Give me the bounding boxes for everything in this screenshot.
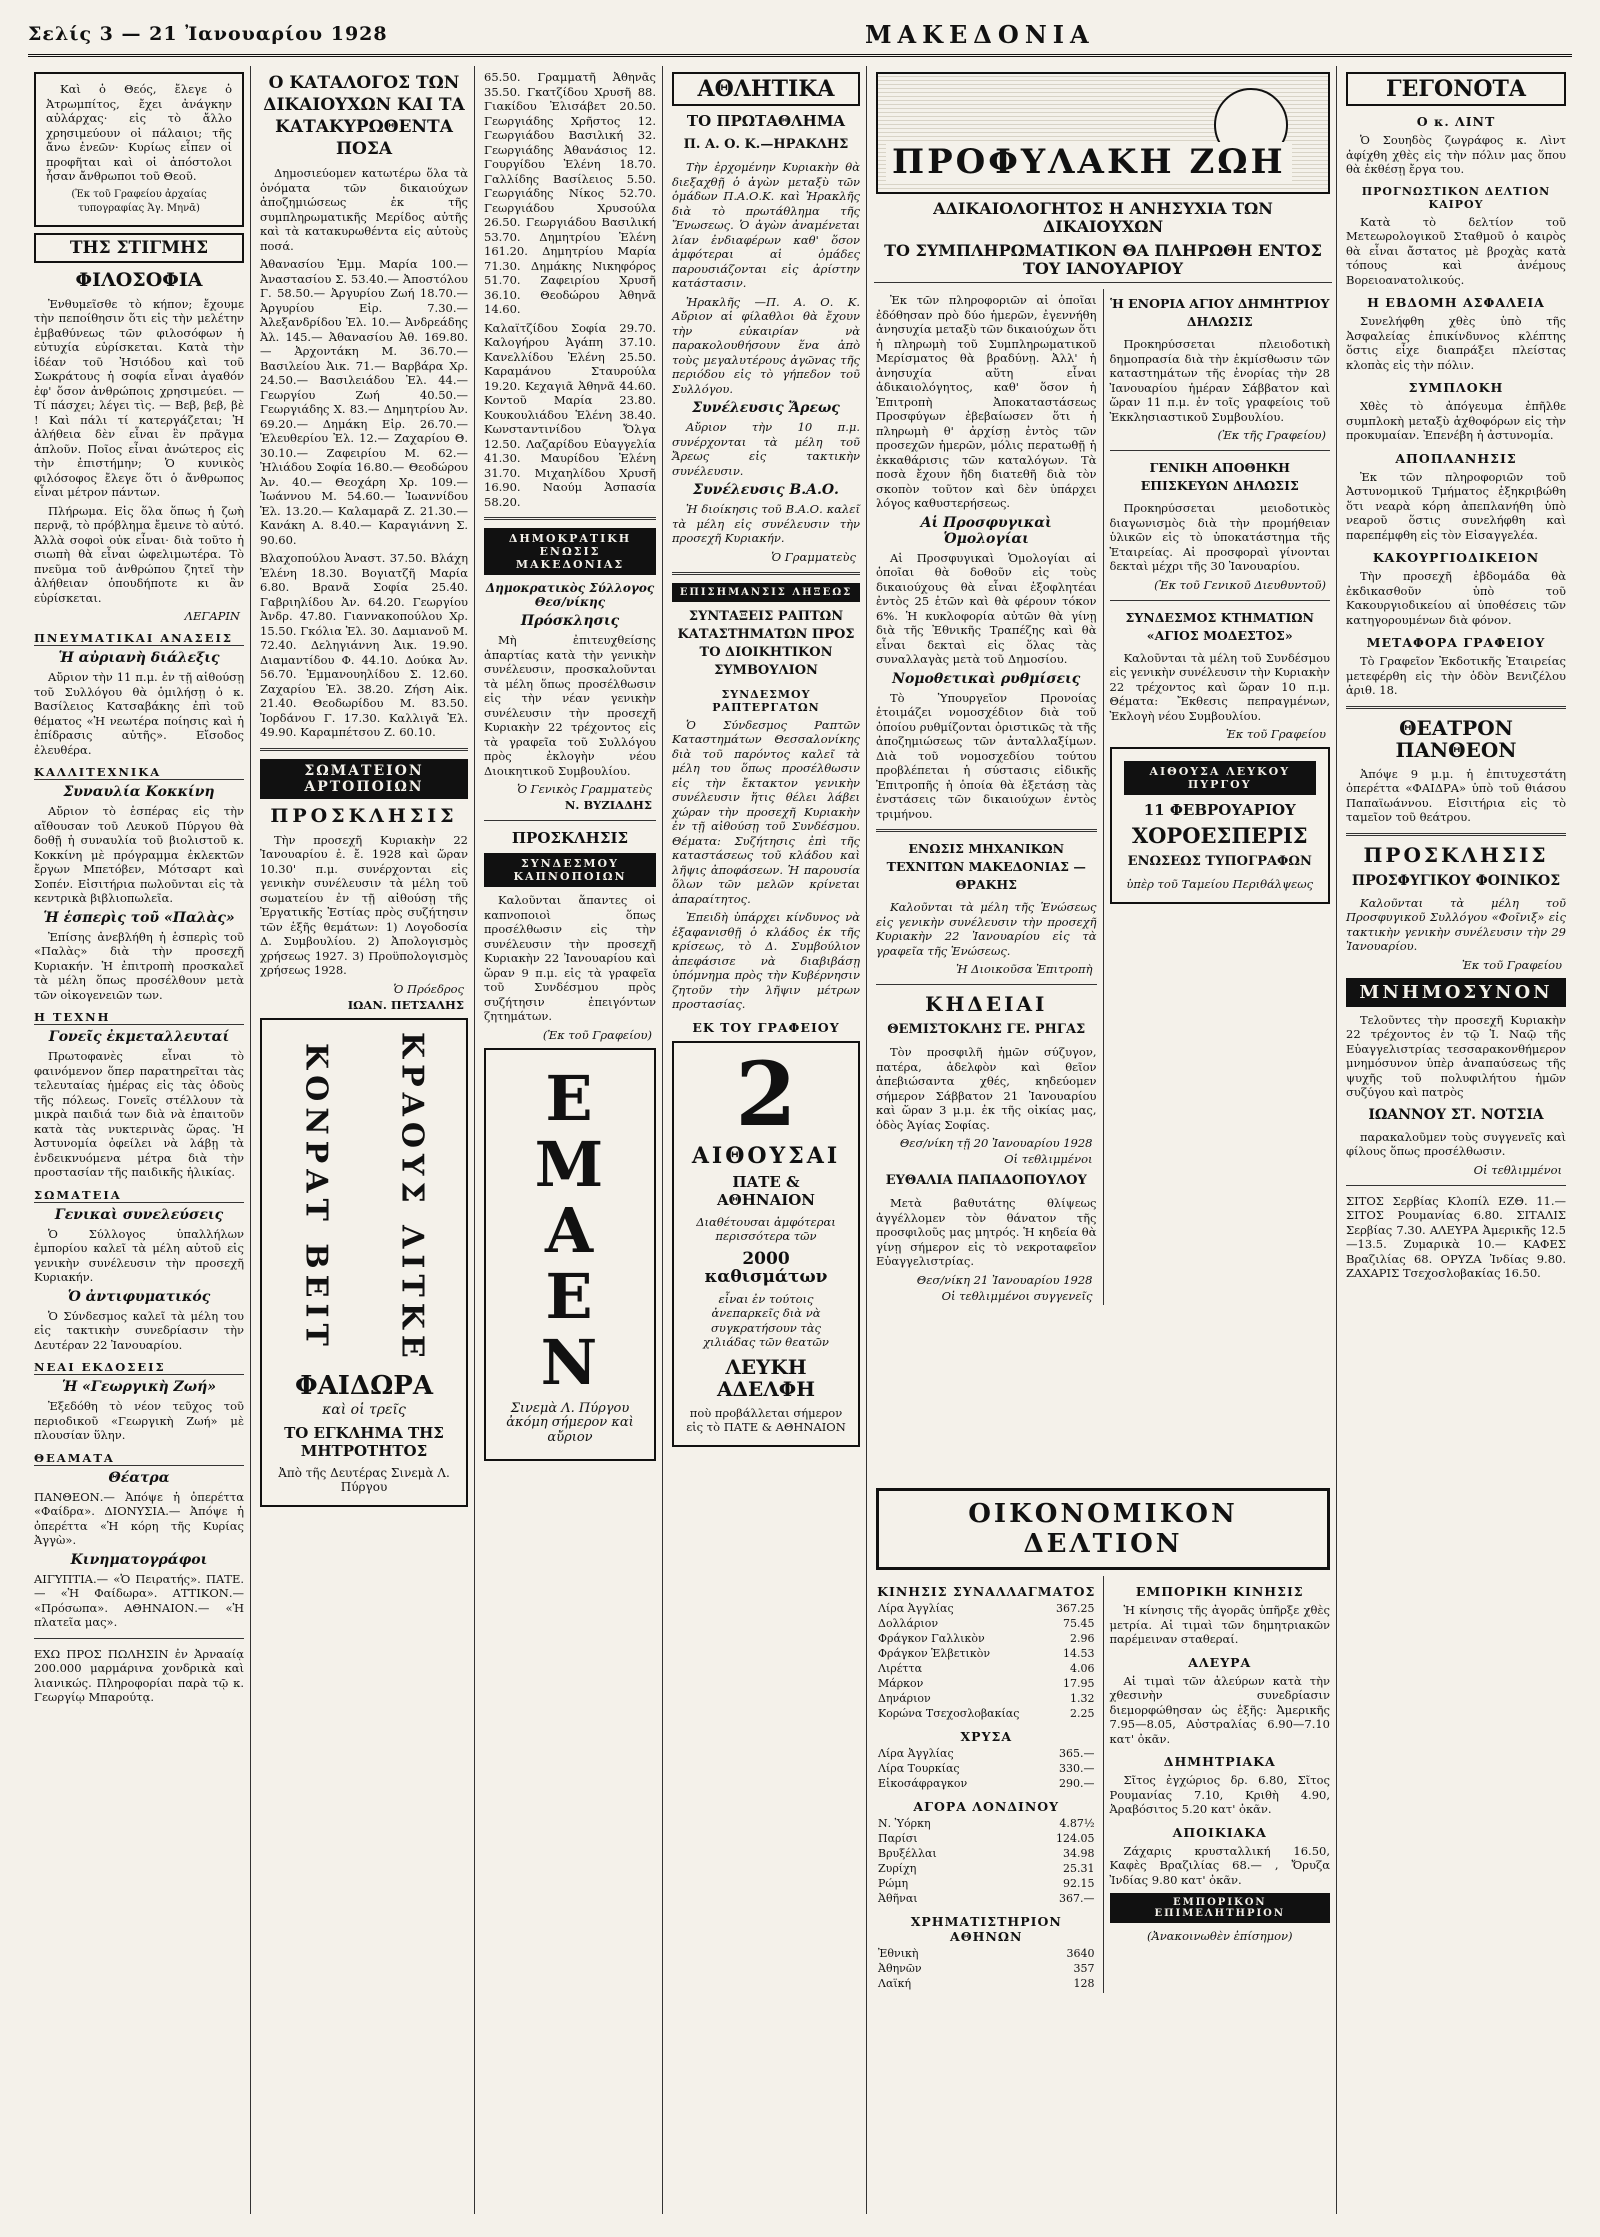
dimoprasia-title: Ἡ ΕΝΟΡΙΑ ΑΓΙΟΥ ΔΗΜΗΤΡΙΟΥ ΔΗΛΩΣΙΣ — [1110, 296, 1330, 329]
kinimatografoi-heading: Κινηματογράφοι — [70, 1551, 208, 1568]
xrysa-row — [876, 1746, 1097, 1761]
agora-heading: ΑΓΟΡΑ ΛΟΝΔΙΝΟΥ — [913, 1799, 1060, 1814]
xrimatistirion-row-label: Λαϊκή — [878, 1977, 912, 1990]
item-5-text: Ἐκ τῶν πληροφοριῶν τοῦ Ἀστυνομικοῦ Τμήματος ἐξηκριβώθη ὅτι νεαρὰ κόρη ἀπεπλανήθη ὑπὸ νεαροῦ ὅστις συνελήφθη καὶ παρεπέμφθη εἰς τὸν Εἰσαγγελέα. — [1346, 469, 1566, 542]
masthead — [28, 14, 1572, 57]
item-4-text: Χθὲς τὸ ἀπόγευμα ἐπῆλθε συμπλοκὴ μεταξὺ ἀχθοφόρων εἰς τὴν προκυμαίαν. Ἐπενέβη ἡ ἀστυνομία. — [1346, 399, 1566, 442]
kideia-date: Θεσ/νίκη τῇ 20 Ἰανουαρίου 1928 — [899, 1136, 1093, 1150]
synallagma-row — [876, 1616, 1097, 1631]
dialexis-title: Ἡ αὐριανὴ διάλεξις — [58, 650, 220, 666]
xrimatistirion-row — [876, 1961, 1097, 1976]
filosofia-heading: ΦΙΛΟΣΟΦΙΑ — [75, 268, 203, 291]
theatra-heading: Θέατρα — [108, 1469, 170, 1486]
aleyra-text: Αἱ τιμαὶ τῶν ἀλεύρων κατὰ τὴν χθεσινὴν συνεδρίασιν διεμορφώθησαν ὡς ἑξῆς: Ἀμερικῆς 7.95—8.05, Αὐστραλίας 6.90—7.10 κατ' ὀκᾶν. — [1109, 1673, 1330, 1746]
synaulia-title: Συναυλία Κοκκίνη — [63, 784, 215, 800]
xrysa-row-value: 365.— — [1059, 1747, 1095, 1760]
athlitika-heading: ΑΘΛΗΤΙΚΑ — [672, 72, 860, 106]
item-2-text: Κατὰ τὸ δελτίον τοῦ Μετεωρολογικοῦ Σταθμοῦ ὁ καιρὸς θὰ εἶναι ἄστατος μὲ βροχὰς κατὰ τόπους καὶ ἀνέμους Βορειοανατολικούς. — [1346, 214, 1566, 287]
dikaiouxoi-intro: Δημοσιεύομεν κατωτέρω ὅλα τὰ ὀνόματα τῶν δικαιούχων ἀποζημιώσεως ἐκ τῆς συμπληρωματικῆς Μερίδος αὐτῆς καὶ τὰ κατακυρωθέντα εἰς αὐτοὺς ποσά. — [260, 166, 468, 253]
divider — [484, 820, 656, 821]
column-1 — [28, 66, 251, 2214]
main-story-title: ΑΔΙΚΑΙΟΛΟΓΗΤΟΣ Η ΑΝΗΣΥΧΙΑ ΤΩΝ ΔΙΚΑΙΟΥΧΩΝ — [933, 199, 1273, 236]
prosklisis-7-sub: ΠΡΟΣΦΥΓΙΚΟΥ ΦΟΙΝΙΚΟΣ — [1351, 872, 1561, 889]
dimitriaka-text: Σῖτος ἐγχώριος δρ. 6.80, Σῖτος Ρουμανίας 7.10, Κριθὴ 4.90, Ἀραβόσιτος 5.20 κατ' ὀκᾶν. — [1109, 1773, 1330, 1816]
kideia-2-sig: Οἱ τεθλιμμένοι συγγενεῖς — [941, 1288, 1093, 1303]
synallagma-row-value: 1.32 — [1070, 1692, 1095, 1705]
theamata-section: ΘΕΑΜΑΤΑ — [34, 1451, 244, 1466]
item-6-text: Τὴν προσεχῆ ἑβδομάδα θὰ ἐκδικασθοῦν ὑπὸ τοῦ Κακουργιοδικείου αἱ ὑποθέσεις τῶν κατηγορουμένων διὰ φόνον. — [1346, 569, 1566, 627]
dilosis-src: (Ἐκ τοῦ Γενικοῦ Διευθυντοῦ) — [1154, 577, 1326, 592]
kapnopoion-text: Καλοῦνται ἅπαντες οἱ καπνοποιοὶ ὅπως προσέλθωσιν εἰς τὴν συνέλευσιν τὴν προσεχῆ Κυριακὴν 22 Ἰανουαρίου καὶ ὥραν 9 π.μ. εἰς τὰ γραφεῖα τοῦ Συνδέσμου πρὸς συζήτησιν ἐπειγόντων ζητημάτων. — [484, 893, 656, 1023]
sos-title: ΣΥΝΔΕΣΜΟΣ ΚΤΗΜΑΤΙΩΝ «ΑΓΙΟΣ ΜΟΔΕΣΤΟΣ» — [1125, 609, 1314, 643]
raptes-banner: ΕΠΙΣΗΜΑΝΣΙΣ ΛΗΞΕΩΣ — [672, 583, 860, 602]
divider — [1346, 1185, 1566, 1186]
agora-row — [876, 1831, 1097, 1846]
item-7-text: Τὸ Γραφεῖον Ἐκδοτικῆς Ἑταιρείας μετεφέρθη εἰς τὴν ὁδὸν Βενιζέλου ἀριθ. 18. — [1346, 654, 1566, 697]
georgiki-text: Ἐξεδόθη τὸ νέον τεῦχος τοῦ περιοδικοῦ «Γεωργικὴ Ζωή» μὲ πλουσίαν ὕλην. — [34, 1399, 244, 1442]
agora-prices: ΣΙΤΟΣ Σερβίας Κλοπίλ ΕΖΘ. 11.— ΣΙΤΟΣ Ρουμανίας 6.80. ΣΙΤΑΛΙΣ Σερβίας 7.30. ΑΛΕΥΡΑ Ἀμερικῆς 12.5—13.5. Ζυμαρικὰ 10.— ΚΑΦΕΣ Βραζιλίας 68. ΟΡΥΖΑ Ἰνδίας 9.80. ΖΑΧΑΡΙΣ Τσεχοσλοβακίας 16.50. — [1346, 1193, 1566, 1280]
ad-line-5: εἶναι ἐν τούτοις ἀνεπαρκεῖς διὰ νὰ συγκρατήσουν τὰς χιλιάδας τῶν θεατῶν — [703, 1291, 829, 1349]
synallagma-row-label: Δηνάριον — [878, 1692, 931, 1705]
enosis-sig: Ἡ Διοικοῦσα Ἐπιτροπὴ — [956, 962, 1093, 976]
somateion-sig-name: ΙΩΑΝ. ΠΕΤΣΑΛΗΣ — [347, 997, 464, 1012]
agora-row — [876, 1816, 1097, 1831]
mnimosynon-heading: ΜΝΗΜΟΣΥΝΟΝ — [1346, 978, 1566, 1007]
dimokratiki-heading: Πρόσκλησις — [520, 613, 620, 629]
pantheon-text: Ἀπόψε 9 μ.μ. ἡ ἐπιτυχεστάτη ὀπερέττα «ΦΑΙΔΡΑ» ὑπὸ τοῦ θιάσου Παπαϊωάννου. Εἰσιτήρια εἰς τὸ ταμεῖον τοῦ θεάτρου. — [1346, 766, 1566, 824]
emaen-cinema: Σινεμὰ Λ. Πύργου ἀκόμη σήμερον καὶ αὔριον — [506, 1400, 634, 1445]
ad-line-6: ποὺ προβάλλεται σήμερον εἰς τὸ ΠΑΤΕ & ΑΘΗΝΑΙΟΝ — [686, 1405, 846, 1434]
xrysa-row — [876, 1776, 1097, 1791]
divider — [672, 572, 860, 575]
mnimosynon-text: Τελοῦντες τὴν προσεχῆ Κυριακὴν 22 τρέχοντος ἐν τῷ Ἱ. Ναῷ τῆς Εὐαγγελιστρίας τεσσαρακονθήμερον μνημόσυνον ὑπὲρ ἀναπαύσεως τῆς ψυχῆς τοῦ πολυφιλήτου ἡμῶν συζύγου καὶ πατρὸς — [1346, 1012, 1566, 1099]
pneumatikai-section: ΠΝΕΥΜΑΤΙΚΑΙ ΑΝΑΣΕΙΣ — [34, 631, 244, 646]
column-4 — [666, 66, 867, 2214]
nomothesia-heading: Νομοθετικαὶ ρυθμίσεις — [892, 670, 1081, 687]
emporiki-heading: ΕΜΠΟΡΙΚΗ ΚΙΝΗΣΙΣ — [1135, 1584, 1304, 1599]
synallagma-row-value: 75.45 — [1063, 1617, 1095, 1630]
oikonomikon-area — [870, 1482, 1337, 2214]
ad-line-4: 2000 καθισμάτων — [704, 1248, 828, 1287]
neai-ekdoseis-section: ΝΕΑΙ ΕΚΔΟΣΕΙΣ — [34, 1360, 244, 1375]
xrimatistirion-row-label: Ἐθνικὴ — [878, 1947, 919, 1960]
mnimosynon-text-2: παρακαλοῦμεν τοὺς συγγενεῖς καὶ φίλους ὅπως προσέλθωσιν. — [1346, 1129, 1566, 1158]
gegonota-heading: ΓΕΓΟΝΟΤΑ — [1346, 72, 1566, 106]
xrysa-row-label: Εἰκοσάφραγκον — [878, 1777, 968, 1790]
prosklisis-heading: ΠΡΟΣΚΛΗΣΙΣ — [270, 804, 458, 827]
enosis-title: ΕΝΩΣΙΣ ΜΗΧΑΝΙΚΩΝ ΤΕΧΝΙΤΩΝ ΜΑΚΕΔΟΝΙΑΣ — ΘΡΑΚΗΣ — [886, 841, 1086, 892]
divider — [484, 517, 656, 520]
dimokratiki-sub: Δημοκρατικὸς Σύλλογος Θεσ/νίκης — [485, 581, 655, 609]
item-6-heading: ΚΑΚΟΥΡΓΙΟΔΙΚΕΙΟΝ — [1372, 550, 1540, 565]
ad-film-title: ΤΟ ΕΓΚΛΗΜΑ ΤΗΣ ΜΗΤΡΟΤΗΤΟΣ — [284, 1423, 444, 1460]
dikaiouxoi-title: Ο ΚΑΤΑΛΟΓΟΣ ΤΩΝ ΔΙΚΑΙΟΥΧΩΝ ΚΑΙ ΤΑ ΚΑΤΑΚΥΡΩΘΕΝΤΑ ΠΟΣΑ — [263, 73, 465, 159]
somateion-sig-role: Ὁ Πρόεδρος — [393, 981, 464, 996]
item-5-heading: ΑΠΟΠΛΑΝΗΣΙΣ — [1395, 450, 1517, 466]
somateion-title: ΣΩΜΑΤΕΙΟΝ ΑΡΤΟΠΟΙΩΝ — [260, 759, 468, 799]
classified-ad: ΕΧΩ ΠΡΟΣ ΠΩΛΗΣΙΝ ἐν Ἀρνααίᾳ 200.000 μαρμάρινα χονδρικὰ καὶ λιανικώς. Πληροφορίαι παρὰ τῷ κ. Γεωργίῳ Μπαρούτᾳ. — [34, 1646, 244, 1704]
kapnopoion-sub: ΣΥΝΔΕΣΜΟΥ ΚΑΠΝΟΠΟΙΩΝ — [484, 853, 656, 887]
synallagmata-heading: ΚΙΝΗΣΙΣ ΣΥΝΑΛΛΑΓΜΑΤΟΣ — [877, 1584, 1096, 1599]
dimoprasia-text: Προκηρύσσεται πλειοδοτικὴ δημοπρασία διὰ τὴν ἐκμίσθωσιν τῶν καταστημάτων τῆς ἐνορίας τὴν 28 Ἰανουαρίου ἡμέραν Σάββατον καὶ ὥραν 11 π.μ. ἐν τοῖς γραφείοις τοῦ Ἐκκλησιαστικοῦ Συμβουλίου. — [1109, 337, 1330, 424]
filosofia-signature: ΛΕΓΑΡΙΝ — [184, 609, 240, 623]
item-4-heading: ΣΥΜΠΛΟΚΗ — [1408, 380, 1504, 395]
synallagma-row-label: Κορώνα Τσεχοσλοβακίας — [878, 1707, 1020, 1720]
dilosis-title: ΓΕΝΙΚΗ ΑΠΟΘΗΚΗ ΕΠΙΣΚΕΥΩΝ ΔΗΛΩΣΙΣ — [1140, 460, 1299, 493]
antiphym-title: Ὁ ἀντιφυματικός — [67, 1288, 211, 1305]
texni-section: Η ΤΕΧΝΗ — [34, 1010, 244, 1025]
emaen-word: ΕΜΑΕΝ — [534, 1061, 606, 1399]
ad-actor-1: ΚΟΝΡΑΤ ΒΕΙΤ — [298, 1042, 334, 1352]
list-continued-2: Καλαϊτζίδου Σοφία 29.70. Καλογήρου Ἀγάπη 37.10. Κανελλίδου Ἐλένη 25.50. Καραμάνου Σταυρούλα 19.20. Κεχαγιᾶ Ἀθηνᾶ 44.60. Κοντοῦ Μαρία 23.80. Κουκουλιάδου Ἑλένη 38.40. Κωνσταντινίδου Ὄλγα 12.50. Λαζαρίδου Εὐαγγελία 41.30. Μαυρίδου Ἐλένη 31.70. Μιχαηλίδου Χρυσῆ 16.90. Ναούμ Ἀσπασία 58.20. — [484, 320, 656, 509]
quote-text: Καὶ ὁ Θεός, ἔλεγε ὁ Ἀτρωμπίτος, ἔχει ἀνάγκην αὐλάρχας· εἰς τὸ ἄλλο χρησιμεύουν οἱ πάλαιοι; τῆς ἄνω ἐνεῶν· Κυρίως εἶπεν οἱ προφῆται καὶ οἱ ἀπόστολοι ἦσαν ἄνθρωποι τοῦ Θεοῦ. — [46, 82, 232, 183]
xoroesperis-ad — [1110, 747, 1331, 904]
xoros-title: ΧΟΡΟΕΣΠΕΡΙΣ — [1131, 823, 1308, 848]
quote-source: (Ἐκ τοῦ Γραφείου ἀρχαίας τυπογραφίας Ἁγ. Μηνᾶ) — [71, 188, 207, 214]
item-3-text: Συνελήφθη χθὲς ὑπὸ τῆς Ἀσφαλείας ἐπικίνδυνος κλέπτης ὅστις εἶχε διαπράξει πλείστας κλοπὰς εἰς τὴν πόλιν. — [1346, 314, 1566, 372]
kideiai-heading: ΚΗΔΕΙΑΙ — [925, 992, 1048, 1016]
agora-row-value: 92.15 — [1063, 1877, 1095, 1890]
dimokratiki-text: Μὴ ἐπιτευχθείσης ἀπαρτίας κατὰ τὴν γενικὴν συνέλευσιν, προσκαλοῦνται τὰ μέλη ὅπως προσέλθωσιν εἰς τὴν νέαν γενικὴν συνέλευσιν τὴν προσεχῆ Κυριακὴν 22 τρέχοντος εἰς τὰ γραφεῖα τοῦ Συλλόγου πρὸς ἐκλογὴν νέου Διοικητικοῦ Συμβουλίου. — [484, 633, 656, 778]
raptes-source: ΕΚ ΤΟΥ ΓΡΑΦΕΙΟΥ — [692, 1019, 840, 1035]
column-2 — [254, 66, 475, 2214]
xrysa-row-label: Λίρα Ἀγγλίας — [878, 1747, 954, 1760]
raptes-text: Ὁ Σύνδεσμος Ραπτῶν Καταστημάτων Θεσσαλονίκης διὰ τοῦ παρόντος καλεῖ τὰ μέλη του ὅπως προσέλθωσιν εἰς τὴν ἔκτακτον γενικὴν συνέλευσιν ἥτις θέλει λάβει χώραν τὴν προσεχῆ Κυριακὴν ἐν τῇ αἰθούσῃ τοῦ Συνδέσμου. Θέματα: Συζήτησις ἐπὶ τῆς καταστάσεως τοῦ κλάδου καὶ λῆψις ἀποφάσεων. Ἡ παρουσία ὅλων τῶν μελῶν κρίνεται ἀπαραίτητος. — [672, 717, 860, 906]
dimitriaka-heading: ΔΗΜΗΤΡΙΑΚΑ — [1163, 1754, 1276, 1769]
ad-line-3: Διαθέτουσαι ἀμφότεραι περισσότερα τῶν — [696, 1214, 836, 1243]
kideia-2-date: Θεσ/νίκη 21 Ἰανουαρίου 1928 — [916, 1272, 1093, 1287]
kideia-name: ΘΕΜΙΣΤΟΚΛΗΣ ΓΕ. ΡΗΓΑΣ — [887, 1022, 1086, 1037]
divider — [1346, 706, 1566, 709]
ad-line-1: ΑΙΘΟΥΣΑΙ — [691, 1142, 841, 1169]
agora-table — [876, 1816, 1097, 1906]
goneis-text: Πρωτοφανὲς εἶναι τὸ φαινόμενον ὅπερ παρατηρεῖται τὰς τελευταίας ἡμέρας εἰς τὰς ὁδοὺς τῆς πόλεως. Γονεῖς στέλλουν τὰ μικρὰ παιδιά των διὰ νὰ ἐπαιτοῦν κατὰ τὰς νυκτερινὰς ὥρας. Ἡ Ἀστυνομία ὀφείλει νὰ λάβῃ τὰ ἐνδεικνυόμενα μέτρα διὰ τὴν προστασίαν τῆς παιδικῆς ἡλικίας. — [34, 1049, 244, 1179]
xrimatistirion-row-value: 3640 — [1066, 1947, 1095, 1960]
sos-src: Ἐκ τοῦ Γραφείου — [1225, 727, 1326, 741]
synallagma-row — [876, 1676, 1097, 1691]
epimelitirion-heading: ΕΜΠΟΡΙΚΟΝ ΕΠΙΜΕΛΗΤΗΡΙΟΝ — [1110, 1893, 1331, 1923]
ad-film-name: ΦΑΙΔΩΡΑ — [294, 1371, 434, 1402]
match-heading: Π. Α. Ο. Κ.—ΗΡΑΚΛΗΣ — [683, 137, 849, 152]
item-1-heading: Ο κ. ΛΙΝΤ — [1416, 114, 1496, 129]
agora-row-label: Ἀθῆναι — [878, 1892, 918, 1905]
cinema-ad — [260, 1018, 468, 1507]
emporiki-text: Ἡ κίνησις τῆς ἀγορᾶς ὑπῆρξε χθὲς μετρία. Αἱ τιμαὶ τῶν δημητριακῶν παρέμειναν σταθεραί. — [1109, 1603, 1330, 1646]
aleyra-heading: ΑΛΕΥΡΑ — [1188, 1654, 1252, 1670]
agora-row — [876, 1861, 1097, 1876]
divider — [1346, 833, 1566, 836]
divider — [34, 1638, 244, 1639]
synallagma-row — [876, 1661, 1097, 1676]
enosis-text: Καλοῦνται τὰ μέλη τῆς Ἑνώσεως εἰς γενικὴν συνέλευσιν τὴν προσεχῆ Κυριακὴν 22 Ἰανουαρίου εἰς τὰ γραφεῖα τῆς Ἑνώσεως. — [876, 900, 1097, 958]
filosofia-text-2: Πλήρωμα. Εἰς ὅλα ὅπως ἡ ζωὴ περνᾷ, τὸ πρόβλημα ἔμεινε τὸ αὐτό. Ἀλλὰ σοφοὶ οὐκ εἶναι· διὰ τοῦτο ἡ σιωπὴ θὰ εἶναι ὡφελιμωτέρα. Τὸ πνεῦμα τοῦ ἀνθρώπου ζητεῖ τὴν ἀλήθειαν ὁπουδήποτε κι ἂν εὑρίσκεται. — [34, 503, 244, 605]
synallagma-row — [876, 1706, 1097, 1721]
agora-row-label: Παρίσι — [878, 1832, 918, 1845]
agora-row-label: Βρυξέλλαι — [878, 1847, 937, 1860]
prophylaxis-banner — [876, 72, 1330, 194]
omologies-heading: Αἱ Προσφυγικαὶ Ὁμολογίαι — [920, 514, 1052, 547]
epimelitirion-src: (Ἀνακοινωθὲν ἐπίσημον) — [1147, 1929, 1293, 1943]
divider — [1110, 450, 1331, 451]
filosofia-text: Ἐνθυμεῖσθε τὸ κήπον; ἔχουμε τὴν πεποίθησιν ὅτι εἰς τὴν μελέτην ἐμβαθύνεως τῶν φιλοσόφων ἡ εὐτυχία εὑρίσκεται. Κατὰ τὴν ἰδέαν τοῦ Ἠσιόδου καὶ τοῦ Σωκράτους ἡ σοφία εἶναι ἀγαθόν ἐφ' ὅσον ἀνθρώποις χρησιμεύει. — Τί πάσχει; λέγει τὶς. — Βεβ, βεβ, βὲ ! Καὶ πάλι τί κατεργάζεται; Ἡ ἀλήθεια δὲν εἶναι ἓν πρᾶγμα ἁπλοῦν. Ποῖος εἶναι ἀνώτερος εἰς τὴν ἐπιστήμην; Ὁ κυνικὸς φιλόσοφος ἔλεγε ὅτι ὁ ἄνθρωπος εἶναι μέτρον πάντων. — [34, 296, 244, 499]
ad-footer: Ἀπὸ τῆς Δευτέρας Σινεμὰ Λ. Πύργου — [278, 1465, 450, 1495]
xoros-cause: ὑπὲρ τοῦ Ταμείου Περιθάλψεως — [1126, 877, 1314, 891]
synallagma-row-label: Φράγκον Γαλλικὸν — [878, 1632, 985, 1645]
apoikiaka-text: Ζάχαρις κρυσταλλική 16.50, Καφὲς Βραζιλίας 68.— , Ὄρυζα Ἰνδίας 9.80 κατ' ὀκᾶν. — [1109, 1843, 1330, 1887]
synallagma-row-value: 367.25 — [1056, 1602, 1095, 1615]
ad-line-2: ΠΑΤΕ & ΑΘΗΝΑΙΟΝ — [716, 1172, 816, 1209]
dilosis-text: Προκηρύσσεται μειοδοτικὸς διαγωνισμὸς διὰ τὴν προμήθειαν ὑλικῶν εἰς τὸ ὑποκατάστημα τῆς Ἑταιρείας. Αἱ προσφοραὶ γίνονται δεκταὶ μέχρι τῆς 30 Ἰανουαρίου. — [1109, 501, 1330, 573]
stigmi-heading: ΤΗΣ ΣΤΙΓΜΗΣ — [34, 233, 244, 263]
synelefsis-2-sig: Ὁ Γραμματεὺς — [771, 549, 856, 564]
emaen-ad — [484, 1048, 656, 1462]
synelefsis-1-text: Αὔριον τὴν 10 π.μ. συνέρχονται τὰ μέλη τοῦ Ἄρεως εἰς τακτικὴν συνέλευσιν. — [672, 420, 860, 478]
quote-box — [34, 72, 244, 227]
xrimatistirion-row — [876, 1946, 1097, 1961]
xrysa-row-value: 330.— — [1059, 1762, 1095, 1775]
mnimosynon-sig: Οἱ τεθλιμμένοι — [1473, 1162, 1562, 1177]
main-story-body — [870, 289, 1336, 1305]
apoikiaka-heading: ΑΠΟΙΚΙΑΚΑ — [1172, 1824, 1267, 1840]
xrimatistirion-table — [876, 1946, 1097, 1991]
somateion-text: Τὴν προσεχῆ Κυριακὴν 22 Ἰανουαρίου ἐ. ἔ. 1928 καὶ ὥραν 10.30' π.μ. συνέρχονται εἰς γενικὴν συνέλευσιν τὰ μέλη τοῦ σωματείου ἐν τῇ αἰθούσῃ τῆς Ἐργατικῆς Ἑστίας πρὸς συζήτησιν τῶν ἑξῆς θεμάτων: 1) Λογοδοσία Δ. Συμβουλίου. 2) Ἀπολογισμὸς χρήσεως 1927. 3) Προϋπολογισμὸς χρήσεως 1928. — [260, 832, 468, 977]
agora-row-label: Ρώμη — [878, 1877, 909, 1890]
pathe-ad — [672, 1041, 860, 1447]
synallagma-row-value: 17.95 — [1063, 1677, 1095, 1690]
newspaper-title: ΜΑΚΕΔΟΝΙΑ — [864, 19, 1095, 49]
dimokratiki-title: ΔΗΜΟΚΡΑΤΙΚΗ ΕΝΩΣΙΣ ΜΑΚΕΔΟΝΙΑΣ — [484, 528, 656, 575]
prosklisis-7-heading: ΠΡΟΣΚΛΗΣΙΣ — [1363, 842, 1549, 867]
item-1-text: Ὁ Σουηδὸς ζωγράφος κ. Λὶντ ἀφίχθη χθὲς εἰς τὴν πόλιν μας ὅπου θὰ ἐκθέσῃ ἔργα του. — [1346, 133, 1566, 176]
main-story-subtitle: ΤΟ ΣΥΜΠΛΗΡΩΜΑΤΙΚΟΝ ΘΑ ΠΛΗΡΩΘΗ ΕΝΤΟΣ ΤΟΥ ΙΑΝΟΥΑΡΙΟΥ — [874, 242, 1332, 283]
match-text: Τὴν ἐρχομένην Κυριακὴν θὰ διεξαχθῇ ὁ ἀγὼν μεταξὺ τῶν ὁμάδων Π.Α.Ο.Κ. καὶ Ἡρακλῆς διὰ τὸ πρωτάθλημα τῆς Ἕνωσεως. Ὁ ἀγὼν ἀναμένεται λίαν ἐνδιαφέρων καθ' ὅσον ἀμφότεραι αἱ ὁμάδες παρουσιάζονται εἰς ἀρίστην κατάστασιν. — [672, 160, 860, 290]
match-text-2: Ἡρακλῆς —Π. Α. Ο. Κ. Αὔριον αἱ φίλαθλοι θὰ ἔχουν τὴν εὐκαιρίαν νὰ παρακολουθήσουν ἕνα ἀπὸ τοὺς μεγαλυτέρους ἀγῶνας τῆς περιόδου εἰς τὸ γήπεδον τοῦ Συλλόγου. — [672, 294, 860, 396]
synallagma-row-label: Λίρα Ἀγγλίας — [878, 1602, 954, 1615]
xrysa-heading: ΧΡΥΣΑ — [960, 1729, 1013, 1744]
xoros-venue: ΑΙΘΟΥΣΑ ΛΕΥΚΟΥ ΠΥΡΓΟΥ — [1124, 761, 1317, 795]
palas-text: Ἐπίσης ἀνεβλήθη ἡ ἑσπερὶς τοῦ «Παλὰς» διὰ τὴν προσεχῆ Κυριακήν. Ἡ ἐπιτροπὴ προσκαλεῖ τὰ μέλη ὅπως προσέλθουν μετὰ τῶν οἰκογενειῶν των. — [34, 929, 244, 1002]
synallagma-row-label: Μάρκον — [878, 1677, 924, 1690]
synelefsis-2-heading: Συνέλευσις Β.Α.Ο. — [693, 482, 839, 498]
palas-title: Ἡ ἑσπερὶς τοῦ «Παλὰς» — [43, 909, 235, 926]
prosklisis-7-src: Ἐκ τοῦ Γραφείου — [1461, 957, 1562, 972]
agora-row — [876, 1846, 1097, 1861]
dialexis-text: Αὔριον τὴν 11 π.μ. ἐν τῇ αἰθούσῃ τοῦ Συλλόγου θὰ ὁμιλήσῃ ὁ κ. Βασίλειος Κατσαβάκης ἐπὶ τοῦ θέματος «Ἡ νεωτέρα ποίησις καὶ ἡ ἐπίδρασις αὐτῆς». Εἴσοδος ἐλευθέρα. — [34, 670, 244, 757]
raptes-text-2: Ἐπειδὴ ὑπάρχει κίνδυνος νὰ ἐξαφανισθῇ ὁ κλάδος ἐκ τῆς κρίσεως, τὸ Δ. Συμβούλιον ἀπεφάσισε νὰ διαβιβάσῃ ὑπόμνημα πρὸς τὴν Κυβέρνησιν ζητοῦν τὴν λῆψιν μέτρων προστασίας. — [672, 910, 860, 1011]
synallagma-row — [876, 1631, 1097, 1646]
pantheon-title: ΘΕΑΤΡΟΝ ΠΑΝΘΕΟΝ — [1395, 715, 1517, 762]
xrimatistirion-heading: ΧΡΗΜΑΤΙΣΤΗΡΙΟΝ ΑΘΗΝΩΝ — [910, 1914, 1062, 1944]
raptes-sub: ΣΥΝΔΕΣΜΟΥ ΡΑΠΤΕΡΓΑΤΩΝ — [712, 687, 820, 714]
somateia-section: ΣΩΜΑΤΕΙΑ — [34, 1188, 244, 1203]
dimokratiki-sig-name: Ν. ΒΥΖΙΑΔΗΣ — [564, 798, 652, 812]
synallagma-row-label: Λιρέττα — [878, 1662, 923, 1675]
theatra-list: ΠΑΝΘΕΟΝ.— Ἀπόψε ἡ ὀπερέττα «Φαίδρα». ΔΙΟΝΥΣΙΑ.— Ἀπόψε ἡ ὀπερέττα «Ἡ κόρη τῆς Κυρίας Ἀγγὼ». — [34, 1489, 244, 1547]
main-story-text: Ἐκ τῶν πληροφοριῶν αἱ ὁποῖαι ἐδόθησαν πρὸ δύο ἡμερῶν, ἐγεννήθη ἀνησυχία μεταξὺ τῶν δικαιούχων ὅτι ἡ πληρωμὴ τοῦ Συμπληρωματικοῦ Μερίσματος θὰ βραδύνῃ. Ἀλλ' ἡ ἀνησυχία αὕτη εἶναι ἀδικαιολόγητος, καθ' ὅσον ἡ Ἐπιτροπὴ Ἀποκαταστάσεως Προσφύγων ἐβεβαίωσεν ὅτι ἡ πληρωμὴ θ' ἀρχίσῃ ἐντὸς τῶν προσεχῶν ἡμερῶν, μόλις περατωθῇ ἡ ἐκκαθάρισις τῶν καταλόγων. Τὰ ποσὰ ἔχουν ἤδη διατεθῆ διὰ τὸν σκοπὸν τοῦτον καὶ δὲν ὑπάρχει λόγος καθυστερήσεως. — [876, 293, 1097, 510]
xrimatistirion-row — [876, 1976, 1097, 1991]
synallagmata-table — [876, 1601, 1097, 1721]
synallagma-row-value: 2.96 — [1070, 1632, 1095, 1645]
banner-word: ΠΡΟΦΥΛΑΚΗ ΖΩΗ — [886, 142, 1292, 182]
synallagma-row-value: 4.06 — [1070, 1662, 1095, 1675]
kino-list: ΑΙΓΥΠΤΙΑ.— «Ὁ Πειρατής». ΠΑΤΕ.— «Ἡ Φαίδωρα». ΑΤΤΙΚΟΝ.— «Πρόσωπα». ΑΘΗΝΑΙΟΝ.— «Ἡ πλατεῖα μας». — [34, 1571, 244, 1629]
synallagma-row-label: Φράγκον Ἑλβετικὸν — [878, 1647, 991, 1660]
page-date: Σελίς 3 — 21 Ἰανουαρίου 1928 — [28, 23, 388, 45]
item-7-heading: ΜΕΤΑΦΟΡΑ ΓΡΑΦΕΙΟΥ — [1366, 635, 1546, 650]
ad-subtitle: καὶ οἱ τρεῖς — [322, 1402, 406, 1419]
geniki-text: Ὁ Σύλλογος ὑπαλλήλων ἐμπορίου καλεῖ τὰ μέλη αὑτοῦ εἰς γενικὴν συνέλευσιν τὴν προσεχῆ Κυριακήν. — [34, 1226, 244, 1284]
xrysa-row-value: 290.— — [1059, 1777, 1095, 1790]
antiphym-text: Ὁ Σύνδεσμος καλεῖ τὰ μέλη του εἰς τακτικὴν συνεδρίασιν τὴν Δευτέραν 22 Ἰανουαρίου. — [34, 1308, 244, 1352]
ad-number: 2 — [735, 1041, 797, 1146]
xrysa-row — [876, 1761, 1097, 1776]
geniki-title: Γενικαὶ συνελεύσεις — [54, 1206, 224, 1223]
synallagma-row-value: 14.53 — [1063, 1647, 1095, 1660]
synallagma-row-label: Δολλάριον — [878, 1617, 939, 1630]
synelefsis-1-heading: Συνέλευσις Ἄρεως — [692, 400, 840, 416]
omologies-text: Αἱ Προσφυγικαὶ Ὁμολογίαι αἱ ὁποῖαι θὰ δοθοῦν εἰς τοὺς δικαιούχους θὰ εἶναι ἐξοφλητέαι ἐντὸς 25 ἐτῶν καὶ θὰ φέρουν τόκον 6%. Ἡ κυκλοφορία αὐτῶν θὰ γίνῃ διὰ τῆς Ἐθνικῆς Τραπέζης καὶ θὰ εἶναι δεκταὶ εἰς ὅλας τὰς συναλλαγὰς μετὰ τοῦ Δημοσίου. — [876, 550, 1097, 666]
item-3-heading: Η ΕΒΔΟΜΗ ΑΣΦΑΛΕΙΑ — [1367, 295, 1545, 310]
sos-text: Καλοῦνται τὰ μέλη τοῦ Συνδέσμου εἰς γενικὴν συνέλευσιν τὴν Κυριακὴν 22 τρέχοντος καὶ ὥραν 10 π.μ. Θέματα: Ἔκθεσις πεπραγμένων, Ἐκλογὴ νέου Συμβουλίου. — [1109, 650, 1330, 723]
divider — [1110, 600, 1331, 601]
dimokratiki-sig-role: Ὁ Γενικὸς Γραμματεὺς — [517, 782, 652, 796]
kideia-2-text: Μετὰ βαθυτάτης θλίψεως ἀγγέλλομεν τὸν θάνατον τῆς προσφιλοῦς μας μητρός. Ἡ κηδεία θὰ γίνῃ σήμερον εἰς τὸ νεκροταφεῖον Εὐαγγελιστρίας. — [876, 1196, 1097, 1268]
column-7 — [1340, 66, 1572, 2214]
xrimatistirion-row-label: Ἀθηνῶν — [878, 1962, 922, 1975]
dimoprasia-src: (Ἐκ τῆς Γραφείου) — [1217, 428, 1326, 442]
xrimatistirion-row-value: 357 — [1073, 1962, 1095, 1975]
agora-row — [876, 1876, 1097, 1891]
agora-row-value: 124.05 — [1056, 1832, 1095, 1845]
prosklisis-7-text: Καλοῦνται τὰ μέλη τοῦ Προσφυγικοῦ Συλλόγου «Φοῖνιξ» εἰς τακτικὴν γενικὴν συνέλευσιν τὴν 29 Ἰανουαρίου. — [1346, 895, 1566, 953]
agora-row-value: 367.— — [1059, 1892, 1095, 1905]
column-3 — [478, 66, 663, 2214]
nomothesia-text: Τὸ Ὑπουργεῖον Προνοίας ἑτοιμάζει νομοσχέδιον διὰ τοῦ ὁποίου ρυθμίζονται ὁριστικῶς τὰ τῆς ἀποζημιώσεως τῶν ἀνταλλαξίμων. Διὰ τοῦ νομοσχεδίου τούτου προβλέπεται ἡ σύστασις εἰδικῆς Ἐπιτροπῆς ἡ ὁποία θὰ ἐξετάσῃ τὰς ἐνστάσεις τῶν δικαιούχων ἐντὸς τριμήνου. — [876, 690, 1097, 821]
agora-row — [876, 1891, 1097, 1906]
agora-row-label: Ν. Ὑόρκη — [878, 1817, 931, 1830]
kideia-2-name: ΕΥΘΑΛΙΑ ΠΑΠΑΔΟΠΟΥΛΟΥ — [885, 1173, 1087, 1188]
mnimosynon-name: ΙΩΑΝΝΟΥ ΣΤ. ΝΟΤΣΙΑ — [1368, 1106, 1544, 1123]
xrysa-table — [876, 1746, 1097, 1791]
kideia-text: Τὸν προσφιλῆ ἡμῶν σύζυγον, πατέρα, ἀδελφὸν καὶ θεῖον ἀπεβιώσαντα χθές, κηδεύομεν σήμερον Σάββατον 21 Ἰανουαρίου καὶ ὥραν 3 μ.μ. ἐκ τῆς οἰκίας μας, ὁδὸς Ἁγίας Σοφίας. — [876, 1045, 1097, 1132]
synallagma-row — [876, 1691, 1097, 1706]
dikaiouxoi-list-1: Ἀθανασίου Ἐμμ. Μαρία 100.— Ἀναστασίου Σ. 53.40.— Ἀποστόλου Γ. 58.50.— Ἀργυρίου Ζωή 18.70.— Ἀργυρίου Εἰρ. 7.30.— Ἀλεξανδρίδου Ἐλ. 10.— Ἀνδρεάδης Ἀλ. 145.— Ἀθανασίου Ἀθ. 169.80.— Ἀρχοντάκη Μ. 36.70.— Βασιλείου Ἀικ. 71.— Βαρβάρα Χρ. 24.50.— Βασιλειάδου Ἐλ. 44.— Γεωργίου Ζωή 40.50.— Γεωργιάδης Χ. 83.— Δημητρίου Ἀν. 69.20.— Δημάκη Εἰρ. 26.70.— Ἐλευθερίου Ἐλ. 12.— Ζαχαρίου Θ. 30.10.— Ζαφειρίου Μ. 62.— Ἠλιάδου Σοφία 16.80.— Θεοδώρου Ἀν. 40.— Θεοχάρη Χρ. 109.— Ἰωάννου Μ. 54.60.— Ἰωαννίδου Ἑλ. 13.20.— Καλαμαρᾶ Ζ. 21.30.— Κανάκη Α. 8.40.— Καραγιάννη Σ. 90.60. — [260, 257, 468, 547]
oikonomikon-title: ΟΙΚΟΝΟΜΙΚΟΝ ΔΕΛΤΙΟΝ — [876, 1488, 1330, 1570]
agora-row-value: 4.87½ — [1059, 1817, 1095, 1830]
dikaiouxoi-list-2: Βλαχοπούλου Ἀναστ. 37.50. Βλάχη Ἑλένη 18.30. Βογιατζῆ Μαρία 6.80. Βρανᾶ Σοφία 25.40. Γαβριηλίδου Ἀν. 64.20. Γεωργίου Ἀνδρ. 47.80. Γιαννακοπούλου Χρ. 15.50. Γκόλια Ἑλ. 30. Δαμιανοῦ Μ. 72.40. Δεληγιάννη Ἀικ. 19.90. Διαμαντίδου Φ. 44.10. Δούκα Ἀν. 56.70. Ἐμμανουηλίδου Σ. 12.60. Ζαχαρίου Ἑλ. 38.20. Ζήση Αἰκ. 21.40. Θεοδωρίδου Μ. 83.50. Ἰορδάνου Γ. 17.30. Καλλιγᾶ Ἑλ. 49.90. Καραμπέτσου Ζ. 60.10. — [260, 551, 468, 739]
kapnopoion-heading: ΠΡΟΣΚΛΗΣΙΣ — [511, 829, 629, 847]
list-continued: 65.50. Γραμματῆ Ἀθηνᾶς 35.50. Γκατζίδου Χρυσῆ 88. Γιακίδου Ἐλισάβετ 20.50. Γεωργιάδης Χρῆστος 12. Γεωργιάδου Βασιλική 32. Γεωργιάδης Ἀθανάσιος 12. Γουργίδου Ἐλένη 18.70. Γαλλίδης Βασίλειος 5.50. Γεωργιάδης Νίκος 52.70. Γεωργιάδου Χρυσούλα 26.50. Γεωργιάδου Βασιλική 53.70. Δημητρίου Ἐλένη 161.20. Δημητρίου Μαρία 71.30. Δημάκης Νικηφόρος 51.70. Ζαφειρίου Χρυσῆ 36.10. Θεοδώρου Ἀθηνᾶ 14.60. — [484, 70, 656, 316]
divider — [876, 984, 1097, 985]
synelefsis-2-text: Ἡ διοίκησις τοῦ Β.Α.Ο. καλεῖ τὰ μέλη εἰς συνέλευσιν τὴν προσεχῆ Κυριακήν. — [672, 502, 860, 545]
xoros-org: ΕΝΩΣΕΩΣ ΤΥΠΟΓΡΑΦΩΝ — [1127, 854, 1312, 869]
xrimatistirion-row-value: 128 — [1073, 1977, 1095, 1990]
synaulia-text: Αὔριον τὸ ἑσπέρας εἰς τὴν αἴθουσαν τοῦ Λευκοῦ Πύργου θὰ δοθῇ ἡ συναυλία τοῦ βιολιστοῦ κ. Κοκκίνη μὲ πρόγραμμα ἐκλεκτῶν ἔργων Μπετόβεν, Μότσαρτ καὶ Σοπέν. Εἰσιτήρια πωλοῦνται εἰς τὰ κεντρικὰ βιβλιοπωλεῖα. — [34, 804, 244, 905]
raptes-title: ΣΥΝΤΑΞΕΙΣ ΡΑΠΤΩΝ ΚΑΤΑΣΤΗΜΑΤΩΝ ΠΡΟΣ ΤΟ ΔΙΟΙΚΗΤΙΚΟΝ ΣΥΜΒΟΥΛΙΟΝ — [677, 608, 855, 678]
synallagma-row-value: 2.25 — [1070, 1707, 1095, 1720]
kallitexnika-section: ΚΑΛΛΙΤΕΧΝΙΚΑ — [34, 765, 244, 780]
kideia-sig: Οἱ τεθλιμμένοι — [1004, 1152, 1093, 1166]
ad-film: ΛΕΥΚΗ ΑΔΕΛΦΗ — [716, 1354, 816, 1401]
georgiki-title: Ἡ «Γεωργικὴ Ζωή» — [61, 1379, 217, 1395]
newspaper-page — [28, 14, 1572, 2214]
xrysa-row-label: Λίρα Τουρκίας — [878, 1762, 960, 1775]
agora-row-value: 34.98 — [1063, 1847, 1095, 1860]
ad-actor-2: ΚΡΑΟΥΣ ΛΙΤΚΕ — [394, 1031, 430, 1364]
agora-row-value: 25.31 — [1063, 1862, 1095, 1875]
synallagma-row — [876, 1601, 1097, 1616]
xoros-date: 11 ΦΕΒΡΟΥΑΡΙΟΥ — [1143, 801, 1296, 819]
divider — [876, 829, 1097, 832]
item-2-heading: ΠΡΟΓΝΩΣΤΙΚΟΝ ΔΕΛΤΙΟΝ ΚΑΙΡΟΥ — [1361, 184, 1551, 211]
goneis-title: Γονεῖς ἐκμεταλλευταί — [48, 1029, 230, 1045]
protathlima-heading: ΤΟ ΠΡΩΤΑΘΛΗΜΑ — [686, 112, 846, 130]
agora-row-label: Ζυρίχη — [878, 1862, 917, 1875]
kapnopoion-source: (Ἐκ τοῦ Γραφείου) — [542, 1027, 652, 1042]
divider — [260, 748, 468, 751]
synallagma-row — [876, 1646, 1097, 1661]
